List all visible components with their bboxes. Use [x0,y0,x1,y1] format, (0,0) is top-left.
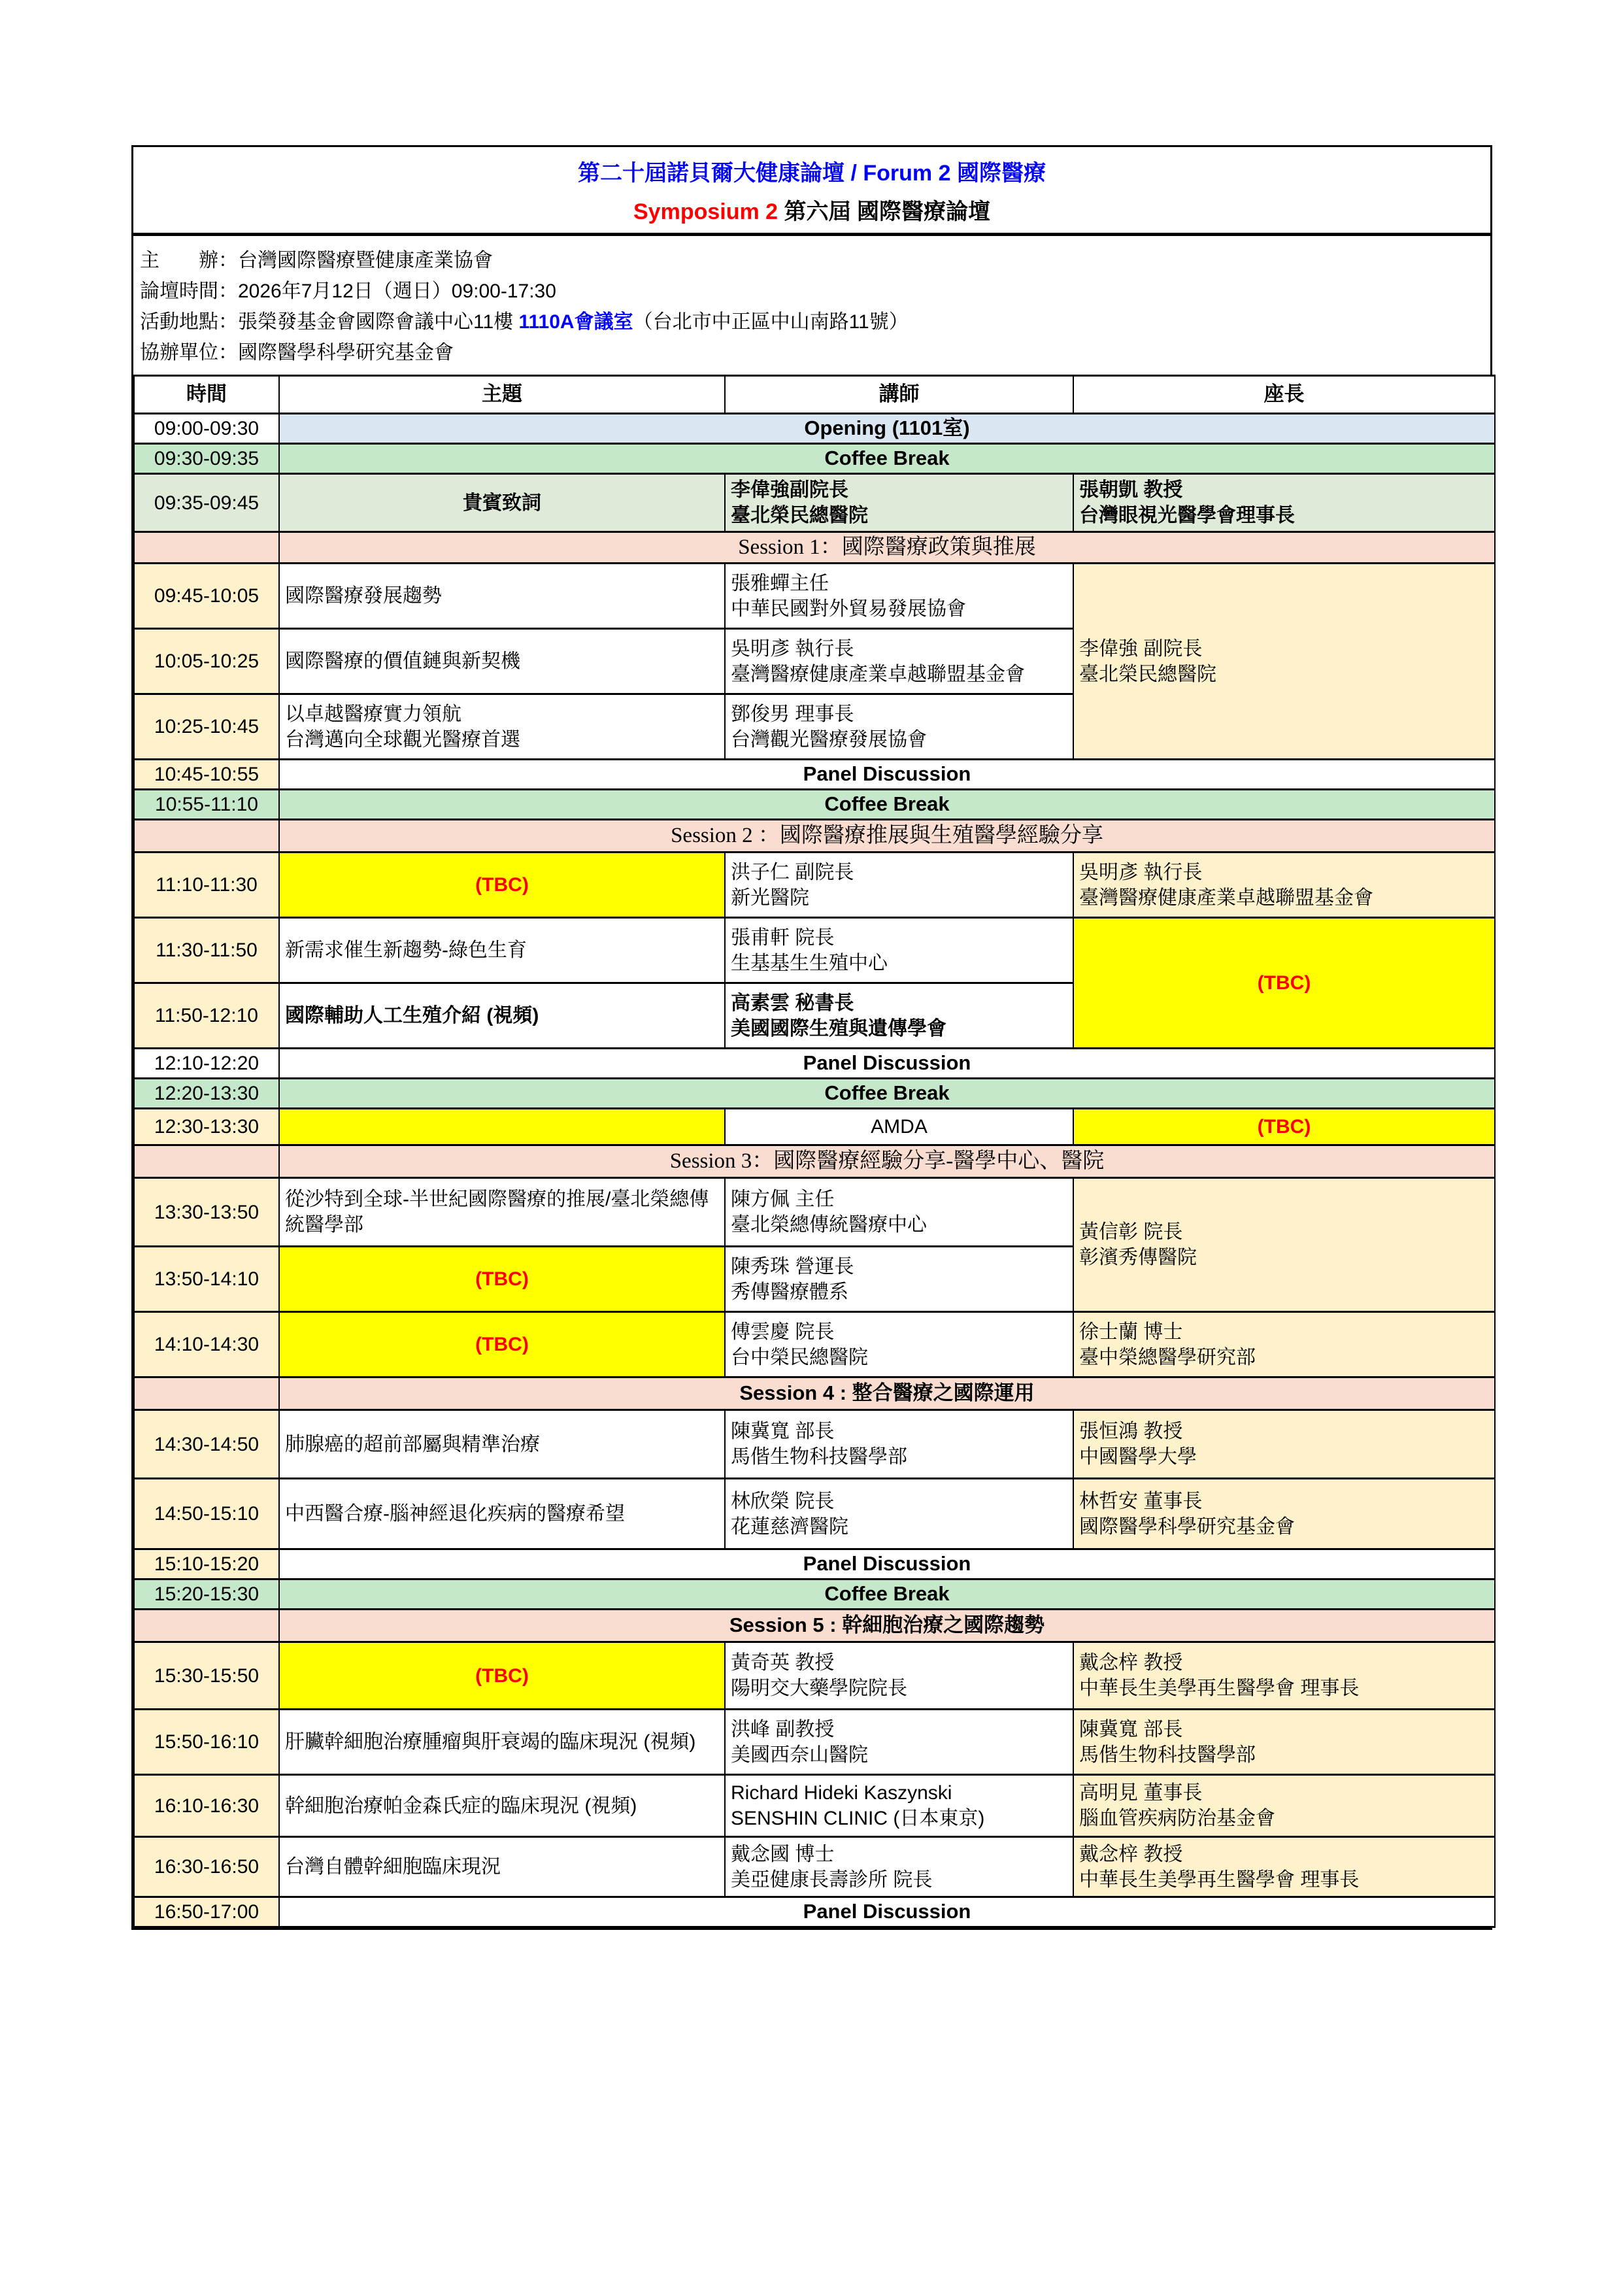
speaker-cell: 林欣榮 院長 花蓮慈濟醫院 [725,1479,1073,1549]
agenda-document [131,145,1492,1930]
symposium-title [133,194,1490,226]
moderator-cell: (TBC) [1073,1109,1495,1145]
moderator-cell: (TBC) [1073,918,1495,1049]
topic-cell: 台灣自體幹細胞臨床現況 [279,1837,725,1897]
session-row-title: Session 5 : 幹細胞治療之國際趨勢 [279,1610,1495,1642]
column-header-time: 時間 [134,376,279,414]
speaker-cell: 陳冀寬 部長 馬偕生物科技醫學部 [725,1410,1073,1479]
time-cell [134,1610,279,1642]
column-header-speaker: 講師 [725,376,1073,414]
merged-row-label: Coffee Break [279,790,1495,820]
forum-title [133,155,1490,187]
speaker-cell: 吳明彥 執行長 臺灣醫療健康產業卓越聯盟基金會 [725,629,1073,694]
merged-row-label: Panel Discussion [279,1049,1495,1079]
table-row [134,820,1495,853]
speaker-cell: Richard Hideki Kaszynski SENSHIN CLINIC (日本東京) [725,1775,1073,1837]
topic-cell: 從沙特到全球-半世紀國際醫療的推展/臺北榮總傳統醫學部 [279,1178,725,1247]
topic-cell: 國際醫療的價值鏈與新契機 [279,629,725,694]
topic-cell: 以卓越醫療實力領航 台灣邁向全球觀光醫療首選 [279,694,725,760]
time-cell: 16:50-17:00 [134,1897,279,1927]
moderator-cell: 高明見 董事長 腦血管疾病防治基金會 [1073,1775,1495,1837]
time-cell: 13:50-14:10 [134,1247,279,1312]
info-venue-pre: 活動地點：張榮發基金會國際會議中心11樓 [140,311,519,333]
info-coorganizer: 協辦單位：國際醫學科學研究基金會 [140,342,454,363]
time-cell: 09:35-09:45 [134,474,279,532]
symposium-name: 第六屆 國際醫療論壇 [778,199,990,224]
time-cell: 15:50-16:10 [134,1710,279,1775]
topic-cell: 貴賓致詞 [279,474,725,532]
table-row [134,1710,1495,1775]
session-row-title: Session 3：國際醫療經驗分享-醫學中心、醫院 [279,1145,1495,1178]
info-venue [140,307,1484,337]
time-cell: 09:00-09:30 [134,414,279,444]
topic-cell: (TBC) [279,1642,725,1710]
table-row [134,1837,1495,1897]
table-row [134,1377,1495,1410]
symposium-number: Symposium 2 [633,199,778,224]
table-row [134,1775,1495,1837]
table-row [134,1109,1495,1145]
topic-cell [279,1109,725,1145]
time-cell [134,532,279,564]
table-header-row [134,376,1495,414]
time-cell: 16:10-16:30 [134,1775,279,1837]
topic-cell: 新需求催生新趨勢-綠色生育 [279,918,725,983]
moderator-cell: 戴念梓 教授 中華長生美學再生醫學會 理事長 [1073,1642,1495,1710]
table-row [134,1410,1495,1479]
session-row-title: Session 1：國際醫療政策與推展 [279,532,1495,564]
speaker-cell: 高素雲 秘書長 美國國際生殖與遺傳學會 [725,983,1073,1049]
topic-cell: 幹細胞治療帕金森氏症的臨床現況 (視頻) [279,1775,725,1837]
table-row [134,1610,1495,1642]
merged-row-label: Panel Discussion [279,1549,1495,1579]
moderator-cell: 張恒鴻 教授 中國醫學大學 [1073,1410,1495,1479]
merged-row-label: Coffee Break [279,1079,1495,1109]
table-row [134,1312,1495,1377]
time-cell: 12:10-12:20 [134,1049,279,1079]
topic-cell: 肝臟幹細胞治療腫瘤與肝衰竭的臨床現況 (視頻) [279,1710,725,1775]
time-cell: 09:45-10:05 [134,564,279,629]
time-cell: 10:05-10:25 [134,629,279,694]
event-info-block [133,236,1490,375]
speaker-cell: 陳方佩 主任 臺北榮總傳統醫療中心 [725,1178,1073,1247]
topic-cell: (TBC) [279,1247,725,1312]
topic-cell: 肺腺癌的超前部屬與精準治療 [279,1410,725,1479]
column-header-topic: 主題 [279,376,725,414]
table-row [134,474,1495,532]
column-header-moderator: 座長 [1073,376,1495,414]
speaker-cell: 張雅蟬主任 中華民國對外貿易發展協會 [725,564,1073,629]
time-cell: 15:10-15:20 [134,1549,279,1579]
info-datetime: 論壇時間：2026年7月12日（週日）09:00-17:30 [140,280,556,302]
time-cell: 12:30-13:30 [134,1109,279,1145]
table-row [134,444,1495,474]
time-cell: 14:50-15:10 [134,1479,279,1549]
table-row [134,1049,1495,1079]
time-cell: 16:30-16:50 [134,1837,279,1897]
info-organizer: 主 辦：台灣國際醫療暨健康產業協會 [140,250,493,271]
table-row [134,1579,1495,1610]
table-row [134,853,1495,918]
speaker-cell: 李偉強副院長 臺北榮民總醫院 [725,474,1073,532]
table-row [134,1145,1495,1178]
merged-row-label: Opening (1101室) [279,414,1495,444]
moderator-cell: 黃信彰 院長 彰濱秀傳醫院 [1073,1178,1495,1312]
merged-row-label: Panel Discussion [279,760,1495,790]
info-venue-room: 1110A會議室 [518,311,633,333]
moderator-cell: 徐士蘭 博士 臺中榮總醫學研究部 [1073,1312,1495,1377]
time-cell: 14:30-14:50 [134,1410,279,1479]
speaker-cell: 黃奇英 教授 陽明交大藥學院院長 [725,1642,1073,1710]
table-row [134,1079,1495,1109]
speaker-cell: 傅雲慶 院長 台中榮民總醫院 [725,1312,1073,1377]
speaker-cell: 鄧俊男 理事長 台灣觀光醫療發展協會 [725,694,1073,760]
session-row-title: Session 4 : 整合醫療之國際運用 [279,1377,1495,1410]
time-cell: 11:50-12:10 [134,983,279,1049]
forum-title-text: 第二十屆諾貝爾大健康論壇 / Forum 2 國際醫療 [578,160,1046,186]
moderator-cell: 張朝凱 教授 台灣眼視光醫學會理事長 [1073,474,1495,532]
time-cell: 11:30-11:50 [134,918,279,983]
time-cell: 11:10-11:30 [134,853,279,918]
topic-cell: (TBC) [279,853,725,918]
table-row [134,1479,1495,1549]
speaker-cell: 陳秀珠 營運長 秀傳醫療體系 [725,1247,1073,1312]
time-cell: 10:25-10:45 [134,694,279,760]
speaker-cell: AMDA [725,1109,1073,1145]
info-venue-post: （台北市中正區中山南路11號） [633,311,909,333]
moderator-cell: 陳冀寬 部長 馬偕生物科技醫學部 [1073,1710,1495,1775]
time-cell: 10:45-10:55 [134,760,279,790]
moderator-cell: 林哲安 董事長 國際醫學科學研究基金會 [1073,1479,1495,1549]
time-cell: 12:20-13:30 [134,1079,279,1109]
moderator-cell: 戴念梓 教授 中華長生美學再生醫學會 理事長 [1073,1837,1495,1897]
time-cell: 09:30-09:35 [134,444,279,474]
table-row [134,918,1495,983]
time-cell: 10:55-11:10 [134,790,279,820]
table-row [134,760,1495,790]
moderator-cell: 李偉強 副院長 臺北榮民總醫院 [1073,564,1495,760]
moderator-cell: 吳明彥 執行長 臺灣醫療健康產業卓越聯盟基金會 [1073,853,1495,918]
merged-row-label: Coffee Break [279,444,1495,474]
merged-row-label: Coffee Break [279,1579,1495,1610]
table-row [134,414,1495,444]
table-row [134,1642,1495,1710]
time-cell: 15:30-15:50 [134,1642,279,1710]
time-cell [134,1145,279,1178]
session-row-title: Session 2 ：國際醫療推展與生殖醫學經驗分享 [279,820,1495,853]
table-row [134,790,1495,820]
speaker-cell: 洪子仁 副院長 新光醫院 [725,853,1073,918]
table-row [134,532,1495,564]
merged-row-label: Panel Discussion [279,1897,1495,1927]
speaker-cell: 戴念國 博士 美亞健康長壽診所 院長 [725,1837,1073,1897]
topic-cell: 國際輔助人工生殖介紹 (視頻) [279,983,725,1049]
speaker-cell: 張甫軒 院長 生基基生生殖中心 [725,918,1073,983]
time-cell: 14:10-14:30 [134,1312,279,1377]
table-row [134,1549,1495,1579]
time-cell: 13:30-13:50 [134,1178,279,1247]
document-title-block [133,147,1490,236]
table-row [134,1178,1495,1247]
table-row [134,564,1495,629]
topic-cell: (TBC) [279,1312,725,1377]
table-row [134,1897,1495,1927]
topic-cell: 國際醫療發展趨勢 [279,564,725,629]
agenda-table [133,375,1496,1928]
speaker-cell: 洪峰 副教授 美國西奈山醫院 [725,1710,1073,1775]
time-cell [134,820,279,853]
time-cell [134,1377,279,1410]
time-cell: 15:20-15:30 [134,1579,279,1610]
topic-cell: 中西醫合療-腦神經退化疾病的醫療希望 [279,1479,725,1549]
